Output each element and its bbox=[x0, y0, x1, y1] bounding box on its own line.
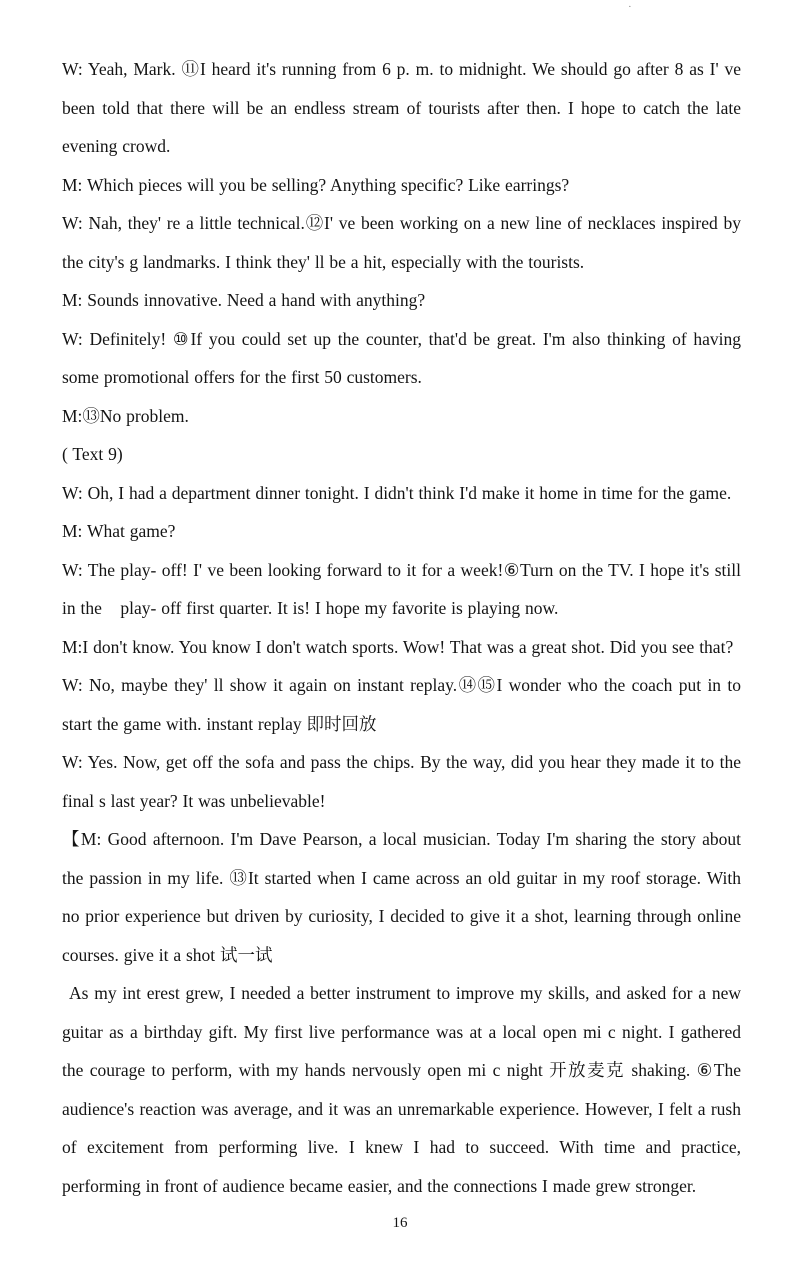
page-number: 16 bbox=[392, 1215, 408, 1231]
corner-mark: · bbox=[628, 1, 632, 13]
paragraph: M:⑬No problem. bbox=[62, 405, 189, 426]
paragraph: M:I don't know. You know I don't watch sports. Wow! That was a great shot. Did you see that? bbox=[62, 636, 734, 657]
paragraph: W: Nah, they' re a little technical.⑫I' ve been working on a new line of necklaces inspired by the city's g landmarks. I think they' ll be a hit, especially with the tourists. bbox=[62, 213, 741, 272]
paragraph: W: The play- off! I' ve been looking forward to it for a week!⑥Turn on the TV. I hope it's still in the play- off first quarter. It is! I hope my favorite is playing now. bbox=[62, 559, 741, 618]
paragraph: W: Definitely! ⑩If you could set up the counter, that'd be great. I'm also thinking of having some promotional offers for the first 50 customers. bbox=[62, 328, 741, 387]
paragraph: ( Text 9) bbox=[62, 444, 123, 464]
paragraph: W: Oh, I had a department dinner tonight. I didn't think I'd make it home in time for the game. bbox=[62, 482, 732, 503]
paragraph: W: No, maybe they' ll show it again on instant replay.⑭⑮I wonder who the coach put in to start the game with. instant replay 即时回放 bbox=[62, 675, 741, 734]
paragraph: W: Yes. Now, get off the sofa and pass the chips. By the way, did you hear they made it to the final s last year? It was unbelievable! bbox=[62, 752, 741, 811]
paragraph: W: Yeah, Mark. ⑪I heard it's running from 6 p. m. to midnight. We should go after 8 as I' ve been told that there will be an endless stream of tourists after then. I hope to catch the late evening crowd. bbox=[62, 59, 741, 156]
paragraph: M: What game? bbox=[62, 521, 176, 541]
paragraph: 【M: Good afternoon. I'm Dave Pearson, a local musician. Today I'm sharing the story about the passion in my life. ⑬It started when I came across an old guitar in my roof storage. With no prior experience but driven by curiosity, I decided to give it a shot, learning through online courses. give it a shot 试一试 bbox=[62, 829, 741, 965]
paragraph: M: Which pieces will you be selling? Anything specific? Like earrings? bbox=[62, 174, 570, 195]
paragraph: As my int erest grew, I needed a better instrument to improve my skills, and asked for a new guitar as a birthday gift. My first live performance was at a local open mi c night. I gathered the courage to perform, with my hands nervously open mi c night 开放麦克 shaking. ⑥The audience's reaction was average, and it was an unremarkable experience. However, I felt a rush of excitement from performing live. I knew I had to succeed. With time and practice, performing in front of audience became easier, and the connections I made grew stronger. bbox=[62, 983, 741, 1196]
transcript bbox=[62, 50, 741, 1205]
paragraph: M: Sounds innovative. Need a hand with anything? bbox=[62, 290, 426, 310]
